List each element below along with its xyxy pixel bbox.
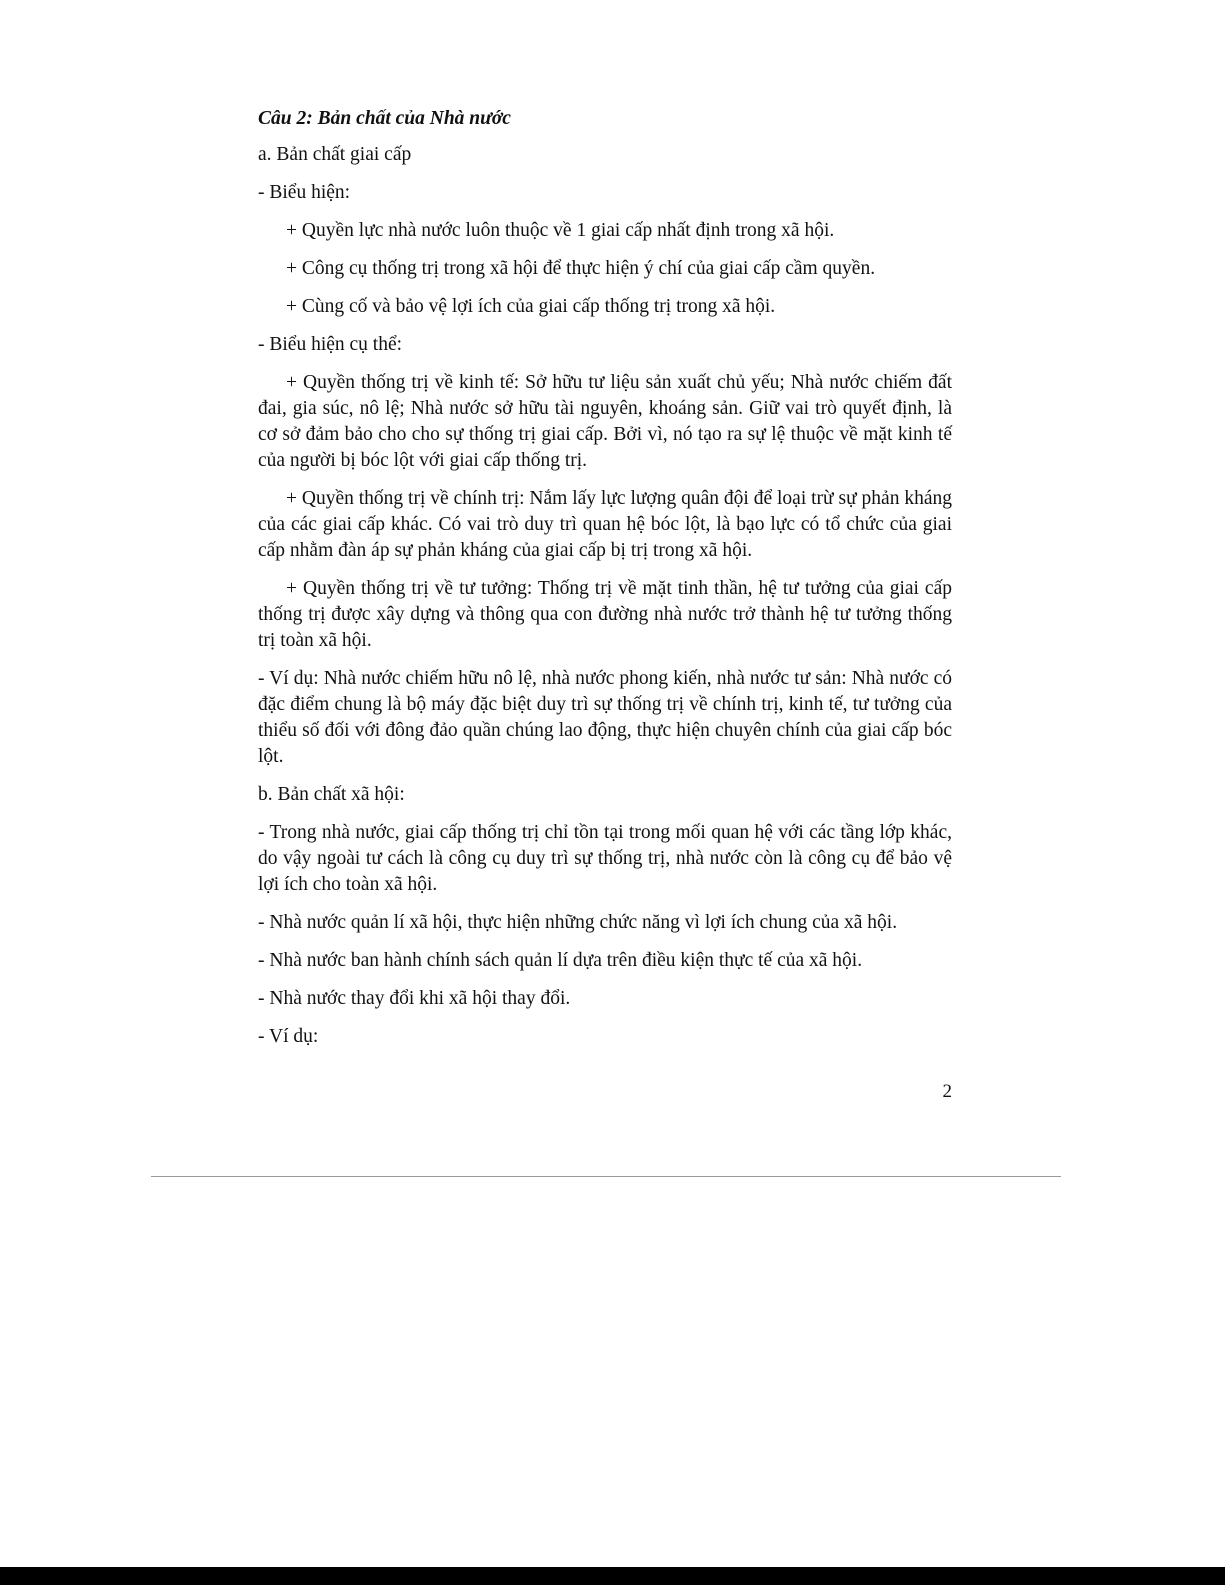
paragraph-manifestation-label: - Biểu hiện: xyxy=(258,182,351,203)
page-separator-line xyxy=(151,1176,1061,1177)
page-number: 2 xyxy=(942,1081,952,1102)
paragraph-political-dominance: + Quyền thống trị về chính trị: Nắm lấy lực lượng quân đội để loại trừ sự phản kháng của các giai cấp khác. Có vai trò duy trì quan hệ bóc lột, là bạo lực có tổ chức của giai cấp nhằm đàn áp sự phản kháng của giai cấp bị trị trong xã hội. xyxy=(258,488,952,561)
bottom-black-bar xyxy=(0,1567,1225,1585)
paragraph-example-social: - Ví dụ: xyxy=(258,1026,319,1047)
subsection-title-class-nature: a. Bản chất giai cấp xyxy=(258,144,412,165)
paragraph-social-relations: - Trong nhà nước, giai cấp thống trị chỉ tồn tại trong mối quan hệ với các tầng lớp khác, do vậy ngoài tư cách là công cụ duy trì sự thống trị, nhà nước còn là công cụ để bảo vệ lợi ích cho toàn xã hội. xyxy=(258,822,952,895)
paragraph-example-class: - Ví dụ: Nhà nước chiếm hữu nô lệ, nhà nước phong kiến, nhà nước tư sản: Nhà nước có đặc điểm chung là bộ máy đặc biệt duy trì sự thống trị về chính trị, kinh tế, tư tưởng của thiểu số đối với đông đảo quần chúng lao động, thực hiện chuyên chính của giai cấp bóc lột. xyxy=(258,668,952,767)
paragraph-economic-dominance: + Quyền thống trị về kinh tế: Sở hữu tư liệu sản xuất chủ yếu; Nhà nước chiếm đất đai, gia súc, nô lệ; Nhà nước sở hữu tài nguyên, khoáng sản. Giữ vai trò quyết định, là cơ sở đảm bảo cho cho sự thống trị giai cấp. Bởi vì, nó tạo ra sự lệ thuộc về mặt kinh tế của người bị bóc lột với giai cấp thống trị. xyxy=(258,372,952,471)
paragraph-tool-bullet: + Công cụ thống trị trong xã hội để thực hiện ý chí của giai cấp cầm quyền. xyxy=(286,258,876,279)
paragraph-power-bullet: + Quyền lực nhà nước luôn thuộc về 1 giai cấp nhất định trong xã hội. xyxy=(286,220,835,241)
paragraph-protect-bullet: + Cùng cố và bảo vệ lợi ích của giai cấp thống trị trong xã hội. xyxy=(286,296,776,317)
paragraph-ideological-dominance: + Quyền thống trị về tư tưởng: Thống trị về mặt tinh thần, hệ tư tưởng của giai cấp thống trị được xây dựng và thông qua con đường nhà nước trở thành hệ tư tưởng thống trị toàn xã hội. xyxy=(258,578,952,651)
paragraph-social-management: - Nhà nước quản lí xã hội, thực hiện những chức năng vì lợi ích chung của xã hội. xyxy=(258,912,898,933)
section-heading: Câu 2: Bản chất của Nhà nước xyxy=(258,108,511,129)
paragraph-state-changes: - Nhà nước thay đổi khi xã hội thay đổi. xyxy=(258,988,571,1009)
paragraph-specific-manifestation-label: - Biểu hiện cụ thể: xyxy=(258,334,403,355)
paragraph-policy: - Nhà nước ban hành chính sách quản lí dựa trên điều kiện thực tế của xã hội. xyxy=(258,950,863,971)
document-page-content xyxy=(258,106,952,1062)
subsection-title-social-nature: b. Bản chất xã hội: xyxy=(258,784,405,805)
